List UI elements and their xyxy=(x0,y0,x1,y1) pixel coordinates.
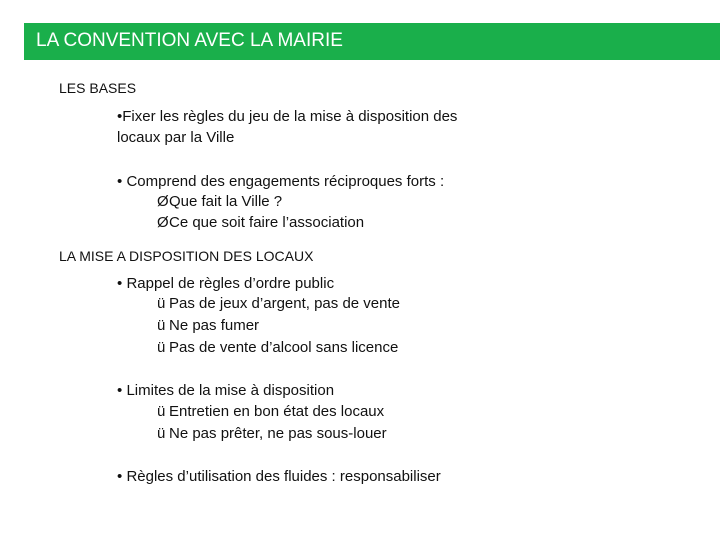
bullet-text: Rappel de règles d’ordre public xyxy=(126,275,335,292)
check-bullet-icon: ü xyxy=(157,339,166,356)
sub-item-text: Ce que soit faire l’association xyxy=(169,214,365,231)
sub-item xyxy=(157,212,364,234)
sub-item-text: Pas de jeux d’argent, pas de vente xyxy=(169,295,400,312)
page-title: LA CONVENTION AVEC LA MAIRIE xyxy=(36,30,343,51)
bullet-item xyxy=(117,466,441,487)
sub-item xyxy=(157,293,400,315)
check-bullet-icon: ü xyxy=(157,317,166,334)
section-heading-bases: LES BASES xyxy=(59,80,137,96)
bullet-text: Règles d’utilisation des fluides : responsabiliser xyxy=(126,468,441,485)
bullet-marker: • xyxy=(117,382,123,399)
title-bar xyxy=(24,23,720,60)
sub-item-text: Que fait la Ville ? xyxy=(169,193,283,210)
bullet-marker: • xyxy=(117,275,123,292)
sub-item xyxy=(157,191,282,213)
sub-item-text: Ne pas prêter, ne pas sous-louer xyxy=(169,425,387,442)
check-bullet-icon: ü xyxy=(157,295,166,312)
arrow-bullet-icon: Ø xyxy=(157,214,169,231)
bullet-marker: • xyxy=(117,108,123,125)
bullet-item xyxy=(117,171,444,192)
bullet-item xyxy=(117,106,457,148)
arrow-bullet-icon: Ø xyxy=(157,193,169,210)
sub-item xyxy=(157,401,384,423)
bullet-marker: • xyxy=(117,468,123,485)
sub-item-text: Ne pas fumer xyxy=(169,317,260,334)
bullet-text: Fixer les règles du jeu de la mise à disposition des xyxy=(122,108,458,125)
section-heading-mise-a-disposition: LA MISE A DISPOSITION DES LOCAUX xyxy=(59,248,314,264)
check-bullet-icon: ü xyxy=(157,403,166,420)
bullet-text-continuation: locaux par la Ville xyxy=(117,129,235,146)
bullet-item xyxy=(117,380,334,401)
sub-item-text: Pas de vente d’alcool sans licence xyxy=(169,339,399,356)
bullet-item xyxy=(117,273,334,294)
sub-item xyxy=(157,423,387,445)
sub-item-text: Entretien en bon état des locaux xyxy=(169,403,385,420)
sub-item xyxy=(157,337,398,359)
bullet-text: Limites de la mise à disposition xyxy=(126,382,335,399)
check-bullet-icon: ü xyxy=(157,425,166,442)
bullet-text: Comprend des engagements réciproques forts : xyxy=(126,173,445,190)
sub-item xyxy=(157,315,259,337)
bullet-marker: • xyxy=(117,173,123,190)
